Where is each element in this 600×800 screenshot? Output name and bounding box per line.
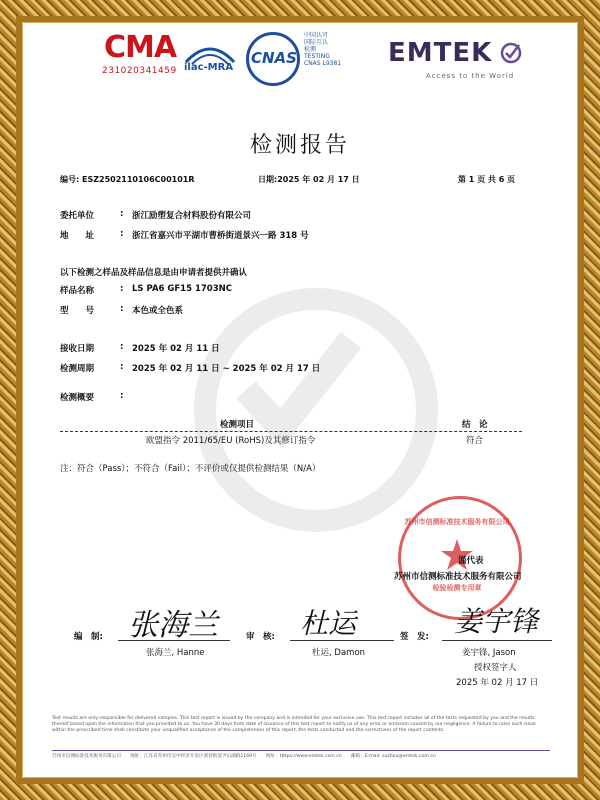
cma-number: 231020341459 [102,66,177,76]
reviewed-name: 杜运, Damon [312,648,366,658]
emtek-logo [388,38,548,88]
sample-note: 以下检测之样品及样品信息是由申请者提供并确认 [60,268,248,278]
stamp-text: 苏州市信测标准技术服务有限公司 [404,518,510,526]
cma-logo-text: CMA [104,30,177,65]
approved-date: 2025 年 02 月 17 日 [456,678,539,688]
overview-label: 检测概要 [60,393,95,403]
client-value: 浙江励塑复合材料股份有限公司 [132,211,252,221]
cnas-info [304,32,364,67]
emtek-text: EMTEK [388,38,493,68]
client-label: 委托单位 [60,211,95,221]
compiled-label: 编 制: [74,632,103,642]
report-title: 检测报告 [249,133,350,158]
model-label: 型 号 [60,306,95,316]
model-colon: : [120,304,124,314]
sample-name-value: LS PA6 GF15 1703NC [132,284,232,294]
ilac-mra-logo [182,36,242,80]
received-label: 接收日期 [60,344,95,354]
table-row-result: 符合 [466,436,484,446]
approved-label: 签 发: [400,632,429,642]
compiled-line [118,640,230,641]
received-value: 2025 年 02 月 11 日 [132,344,220,354]
address-label: 地 址 [60,231,95,241]
certificate-paper [22,22,578,778]
sample-name-colon: : [120,284,124,294]
cma-logo [102,30,177,80]
table-divider [60,431,522,432]
stamp-star-icon [401,499,513,611]
compiled-name: 张海兰, Hanne [146,648,205,658]
emtek-tagline: Access to the World [426,72,515,80]
period-colon: : [120,362,124,372]
approved-signature: 姜宇锋 [454,605,539,638]
col-header-result: 结 论 [462,420,488,430]
on-behalf-of: 谨代表 [458,556,484,566]
client-colon: : [120,209,124,219]
page-count: 第 1 页 共 6 页 [458,175,516,184]
cnas-cn-line-3: 检测 [304,46,317,53]
cnas-cn-line-2: 国际互认 [304,39,329,46]
sample-name-label: 样品名称 [60,286,95,296]
legend-note: 注：符合（Pass）；不符合（Fail）；不评价或仅提供检测结果（N/A） [60,464,321,474]
col-header-item: 检测项目 [220,420,255,430]
footer-bar [52,750,550,751]
approved-line [442,640,552,641]
model-value: 本色或全色系 [132,306,184,316]
compiled-signature: 张海兰 [128,608,218,643]
cnas-code: CNAS L9381 [304,60,342,67]
period-value: 2025 年 02 月 11 日 ~ 2025 年 02 月 17 日 [132,364,321,374]
report-number: 编号: ESZ2502110106C00101R [60,175,195,184]
approved-name: 姜宇锋, Jason [462,648,516,658]
reviewed-line [290,640,394,641]
received-colon: : [120,342,124,352]
table-row-item: 欧盟指令 2011/65/EU (RoHS)及其修订指令 [146,436,316,446]
reviewed-signature: 杜运 [300,607,357,640]
cnas-cn-line-1: 中国认可 [304,32,329,39]
reviewed-label: 审 核: [246,632,275,642]
stamp-sub: 检验检测专用章 [432,584,482,592]
period-label: 检测周期 [60,364,95,374]
overview-colon: : [120,391,124,401]
address-value: 浙江省嘉兴市平湖市曹桥街道景兴一路 318 号 [132,231,309,241]
cnas-text: CNAS [251,49,297,67]
issuing-company: 苏州市信测标准技术服务有限公司 [394,572,522,582]
signatory-title: 授权签字人 [474,663,517,673]
report-date: 日期:2025 年 02 月 17 日 [258,175,360,184]
cnas-logo [246,32,300,86]
cnas-testing: TESTING [304,53,330,60]
ilac-text: ilac-MRA [184,62,234,73]
watermark-check-icon [194,288,438,532]
footer-contact: 苏州市信测标准技术服务有限公司 地址：江苏省苏州市吴中经济开发区郭巷街道尹山湖路1169号 网址：Https://www.emtek.com.cn 邮箱：E-mail: suzhou@emtek.com.cn [52,754,436,759]
footer-disclaimer: Test results are only responsible for delivered samples. This test report is issued by the company and is intended for your exclusive use. This test report includes all of the tests requested by you and the results thereof based upon the information that you provided to us. You have 30 days from date of issuance of this test report to notify us of any error or omission caused by our negligence. A failure to raise such issue within the prescribed time shall constitute your unqualified acceptance of the completeness of this report, the tests conducted and the correctness of the report contents. [52,716,536,733]
address-colon: : [120,229,124,239]
emtek-check-icon [500,42,522,64]
